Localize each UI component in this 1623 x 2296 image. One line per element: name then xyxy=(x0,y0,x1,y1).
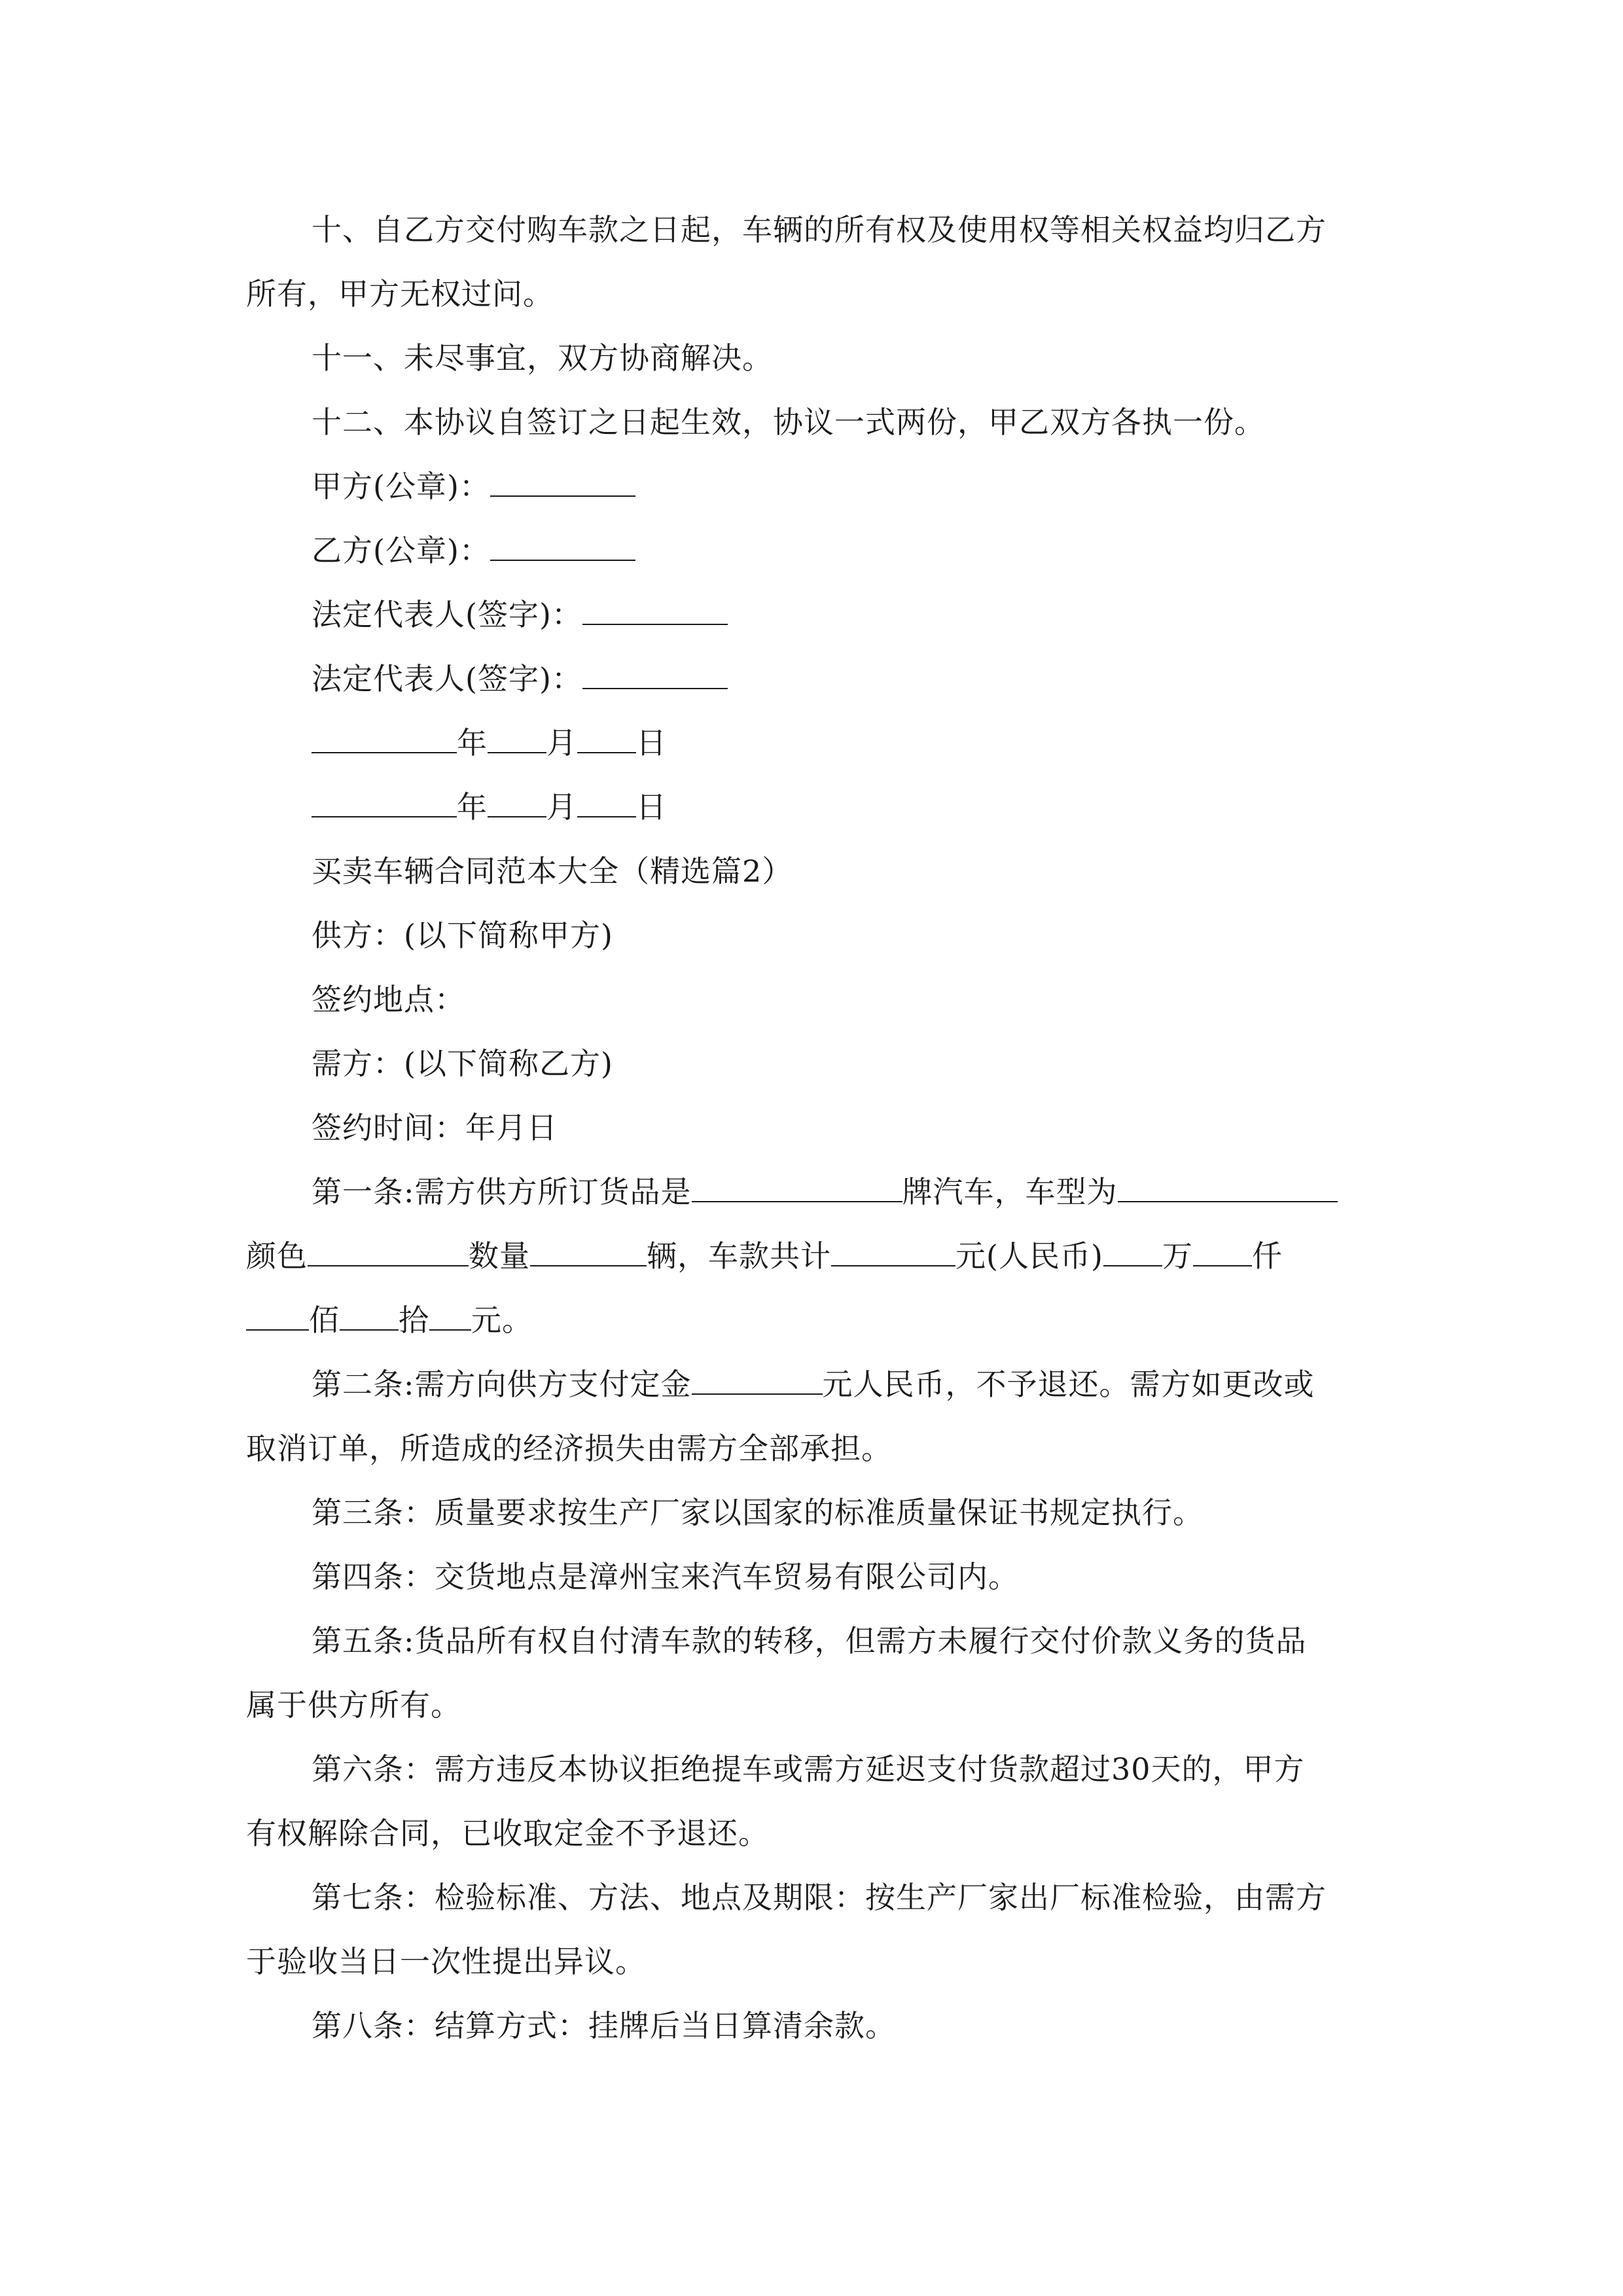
article-1-text-a: 需方供方所订货品是 xyxy=(414,1174,692,1210)
clause-12: 十二、本协议自签订之日起生效，协议一式两份，甲乙双方各执一份。 xyxy=(312,404,1265,440)
color-label: 颜色 xyxy=(246,1238,308,1274)
legal-rep-2-line xyxy=(246,647,1378,711)
bai-blank xyxy=(246,1302,309,1331)
total-label: 辆，车款共计 xyxy=(647,1238,831,1274)
rmb-label: 元(人民币) xyxy=(955,1238,1103,1274)
article-2-number: 第二条: xyxy=(312,1367,415,1402)
article-7-line-1: 第七条：检验标准、方法、地点及期限：按生产厂家出厂标准检验，由需方 xyxy=(312,1880,1327,1915)
deposit-blank xyxy=(692,1366,823,1395)
legal-rep-1-label: 法定代表人(签字)： xyxy=(312,597,582,632)
month-blank xyxy=(488,725,546,753)
article-7-line-2: 于验收当日一次性提出异议。 xyxy=(246,1944,646,1979)
total-blank xyxy=(831,1238,955,1266)
bai-label: 佰 xyxy=(309,1302,340,1338)
date-line-1 xyxy=(246,711,1378,775)
article-1-number: 第一条: xyxy=(312,1174,415,1210)
shi-blank xyxy=(340,1302,399,1331)
model-blank xyxy=(1118,1174,1338,1202)
legal-rep-1-blank xyxy=(582,596,728,625)
qian-blank xyxy=(1193,1238,1252,1266)
article-6-line-1: 第六条：需方违反本协议拒绝提车或需方延迟支付货款超过30天的，甲方 xyxy=(312,1751,1305,1787)
article-4: 第四条：交货地点是漳州宝来汽车贸易有限公司内。 xyxy=(312,1559,1019,1594)
clause-10-line-1: 十、自乙方交付购车款之日起，车辆的所有权及使用权等相关权益均归乙方 xyxy=(312,212,1327,247)
date-line-2 xyxy=(246,775,1378,839)
clause-11: 十一、未尽事宜，双方协商解决。 xyxy=(312,340,773,376)
legal-rep-2-blank xyxy=(582,660,728,689)
supplier-line: 供方：(以下简称甲方) xyxy=(312,918,613,953)
day-label: 日 xyxy=(636,789,667,825)
color-blank xyxy=(308,1238,469,1266)
month-blank xyxy=(488,789,546,817)
article-2-line-1 xyxy=(246,1352,1378,1416)
qian-label: 仟 xyxy=(1251,1238,1283,1274)
legal-rep-2-label: 法定代表人(签字)： xyxy=(312,661,582,696)
shi-label: 拾 xyxy=(399,1302,429,1338)
month-label: 月 xyxy=(546,725,577,761)
yuan-blank xyxy=(429,1302,471,1331)
article-1-text-b: 牌汽车，车型为 xyxy=(902,1174,1118,1210)
article-1-line-1 xyxy=(246,1160,1378,1224)
month-label: 月 xyxy=(546,789,577,825)
party-a-seal-label: 甲方(公章)： xyxy=(312,469,490,504)
legal-rep-1-line xyxy=(246,583,1378,647)
article-2-line-2: 取消订单，所造成的经济损失由需方全部承担。 xyxy=(246,1431,892,1466)
year-label: 年 xyxy=(457,725,488,761)
article-8: 第八条：结算方式：挂牌后当日算清余款。 xyxy=(312,2008,896,2043)
yuan-label: 元。 xyxy=(471,1302,533,1338)
day-blank xyxy=(577,725,636,753)
day-blank xyxy=(577,789,636,817)
party-b-seal-line xyxy=(246,518,1378,583)
buyer-line: 需方：(以下简称乙方) xyxy=(312,1046,613,1081)
article-1-line-2 xyxy=(246,1224,1378,1288)
wan-blank xyxy=(1103,1238,1162,1266)
article-2-text-a: 需方向供方支付定金 xyxy=(414,1367,692,1402)
section-title: 买卖车辆合同范本大全（精选篇2） xyxy=(312,853,793,889)
sign-place-line: 签约地点： xyxy=(312,982,465,1017)
year-label: 年 xyxy=(457,789,488,825)
sign-time-line: 签约时间：年月日 xyxy=(312,1110,558,1145)
article-3: 第三条：质量要求按生产厂家以国家的标准质量保证书规定执行。 xyxy=(312,1495,1204,1530)
article-2-text-b: 元人民币，不予退还。需方如更改或 xyxy=(822,1367,1315,1402)
year-blank xyxy=(312,789,457,817)
party-a-seal-blank xyxy=(490,468,635,497)
year-blank xyxy=(312,725,457,753)
party-b-seal-label: 乙方(公章)： xyxy=(312,533,490,568)
brand-blank xyxy=(692,1174,902,1202)
article-5-line-1: 第五条:货品所有权自付清车款的转移，但需方未履行交付价款义务的货品 xyxy=(312,1623,1307,1659)
party-a-seal-line xyxy=(246,454,1378,518)
article-1-line-3 xyxy=(246,1288,1378,1352)
article-6-line-2: 有权解除合同，已收取定金不予退还。 xyxy=(246,1816,769,1851)
wan-label: 万 xyxy=(1162,1238,1193,1274)
quantity-label: 数量 xyxy=(469,1238,530,1274)
quantity-blank xyxy=(530,1238,647,1266)
article-5-line-2: 属于供方所有。 xyxy=(246,1687,461,1723)
document-body xyxy=(246,198,1378,2058)
clause-10-line-2: 所有，甲方无权过问。 xyxy=(246,276,554,312)
party-b-seal-blank xyxy=(490,532,635,561)
day-label: 日 xyxy=(636,725,667,761)
